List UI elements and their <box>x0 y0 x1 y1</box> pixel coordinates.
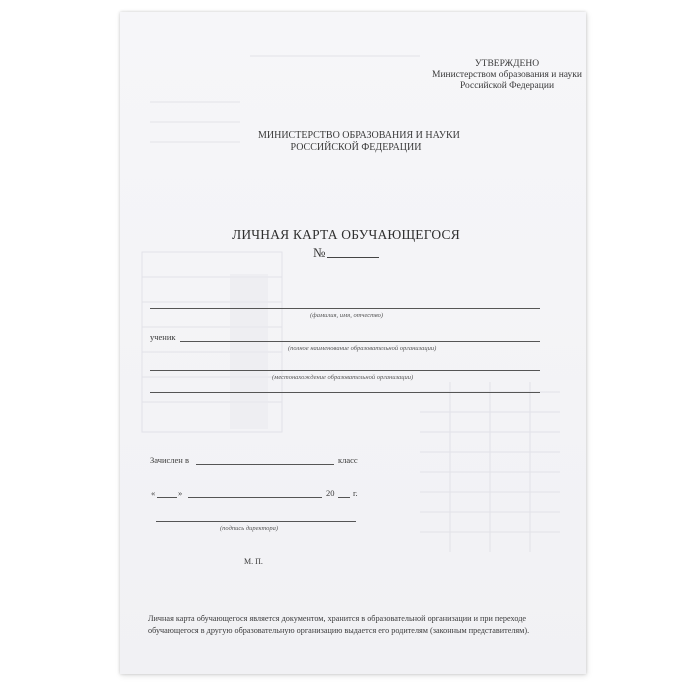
student-label: ученик <box>150 332 176 342</box>
document-page <box>120 12 586 674</box>
year-prefix: 20 <box>326 488 335 498</box>
ministry-header <box>258 130 460 154</box>
card-number-field[interactable] <box>327 245 379 258</box>
fio-field[interactable] <box>150 308 540 309</box>
enrolled-class-field[interactable] <box>196 464 334 465</box>
date-day-field[interactable] <box>157 497 177 498</box>
approval-line-2: Министерством образования и науки <box>432 70 582 80</box>
class-label: класс <box>338 455 358 465</box>
enrolled-label: Зачислен в <box>150 455 189 465</box>
org-name-caption: (полное наименование образовательной организации) <box>288 345 437 352</box>
show-through-texture <box>120 12 586 674</box>
org-location-caption: (местонахождение образовательной организации) <box>272 374 414 381</box>
footer-line-2: обучающегося в другую образовательную организацию выдается его родителям (законным представителям). <box>148 626 530 635</box>
document-title: ЛИЧНАЯ КАРТА ОБУЧАЮЩЕГОСЯ <box>232 227 460 242</box>
stamp-label: М. П. <box>244 557 263 566</box>
org-name-field[interactable] <box>180 341 540 342</box>
approval-line-1: УТВЕРЖДЕНО <box>474 59 540 69</box>
number-sign: № <box>313 245 326 260</box>
date-close-quote: » <box>178 488 183 498</box>
org-location-field[interactable] <box>150 370 540 371</box>
org-location-field-2[interactable] <box>150 392 540 393</box>
footer-note <box>148 613 560 637</box>
date-open-quote: « <box>151 488 156 498</box>
director-caption: (подпись директора) <box>220 525 279 532</box>
date-year-field[interactable] <box>338 497 350 498</box>
approval-block <box>432 59 582 92</box>
approval-line-3: Российской Федерации <box>459 81 555 91</box>
card-number <box>313 245 379 261</box>
ministry-line-2: РОССИЙСКОЙ ФЕДЕРАЦИИ <box>290 142 422 153</box>
fio-caption: (фамилия, имя, отчество) <box>310 312 384 319</box>
year-suffix: г. <box>353 488 358 498</box>
director-signature-field[interactable] <box>156 521 356 522</box>
ministry-line-1: МИНИСТЕРСТВО ОБРАЗОВАНИЯ И НАУКИ <box>258 130 460 141</box>
footer-line-1: Личная карта обучающегося является документом, хранится в образовательной организации и при переходе <box>148 614 526 623</box>
date-month-field[interactable] <box>188 497 322 498</box>
